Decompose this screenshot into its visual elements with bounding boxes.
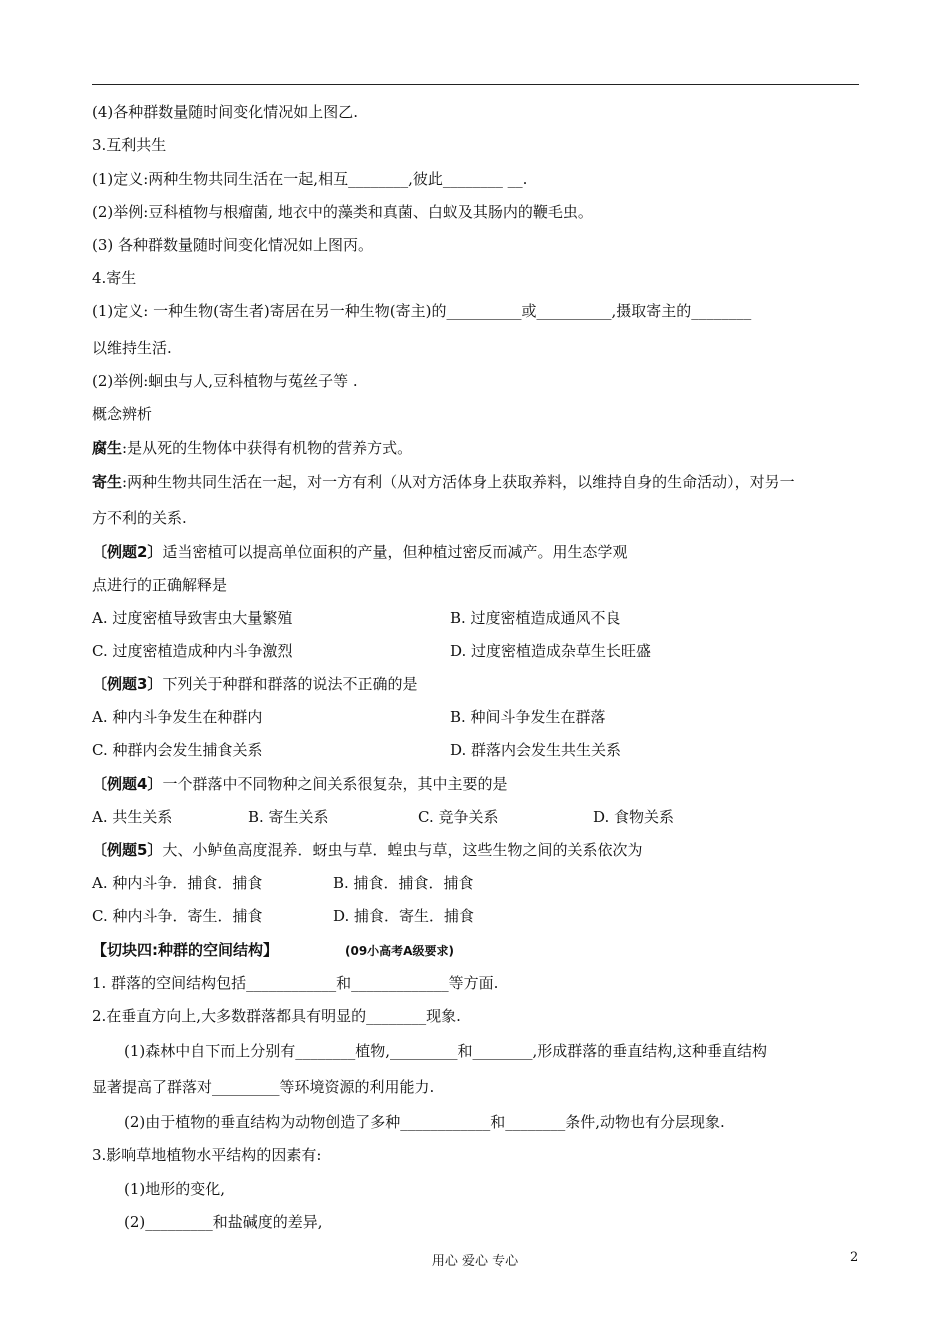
question-text: 大、小鲈鱼高度混养．蚜虫与草．蝗虫与草，这些生物之间的关系依次为 [162,841,643,859]
option: D. 群落内会发生共生关系 [450,741,622,759]
section-heading: 4.寄生 [92,269,137,287]
footer-motto: 用心 爱心 专心 [431,1254,519,1269]
section-heading: 概念辨析 [92,405,153,423]
option: C. 竞争关系 [418,808,499,826]
text-line: (1)定义: 一种生物(寄生者)寄居在另一种生物(寄主)的__________或__________,摄取寄主的________ [92,302,752,320]
text-line: 2.在垂直方向上,大多数群落都具有明显的________现象. [92,1007,461,1025]
definition-line [92,438,412,458]
text-line: 点进行的正确解释是 [92,576,228,594]
section-title: 【切块四:种群的空间结构】 [92,941,278,959]
option: C. 种群内会发生捕食关系 [92,741,263,759]
option: B. 过度密植造成通风不良 [450,609,621,627]
option: B. 寄生关系 [248,808,329,826]
text-line: (3) 各种群数量随时间变化情况如上图丙。 [92,236,374,254]
option: D. 食物关系 [593,808,675,826]
option: A. 共生关系 [92,808,173,826]
section-requirement: (09小高考A级要求) [345,944,454,958]
question-text: 一个群落中不同物种之间关系很复杂，其中主要的是 [162,775,508,793]
option: D. 捕食．寄生．捕食 [333,907,475,925]
example-label: 〔例题3〕 [92,675,163,693]
option: B. 捕食．捕食．捕食 [333,874,474,892]
option: A. 种内斗争．捕食．捕食 [92,874,263,892]
question-text: 下列关于种群和群落的说法不正确的是 [162,675,418,693]
text-line: 方不利的关系. [92,509,187,527]
example-question [92,674,417,694]
text-line: (1)定义:两种生物共同生活在一起,相互________,彼此________ __. [92,170,528,188]
option: B. 种间斗争发生在群落 [450,708,606,726]
definition-text: :两种生物共同生活在一起，对一方有利（从对方活体身上获取养料，以维持自身的生命活动），对另一 [122,473,795,491]
section-heading: 3.互利共生 [92,136,167,154]
question-text: 适当密植可以提高单位面积的产量，但种植过密反而减产。用生态学观 [162,543,628,561]
option: D. 过度密植造成杂草生长旺盛 [450,642,652,660]
header-rule [92,84,859,85]
option: C. 过度密植造成种内斗争激烈 [92,642,293,660]
term-label: 寄生 [92,473,123,491]
example-label: 〔例题5〕 [92,841,163,859]
example-question [92,774,507,794]
text-line: (2)_________和盐碱度的差异, [124,1213,323,1231]
definition-text: :是从死的生物体中获得有机物的营养方式。 [122,439,413,457]
text-line: (4)各种群数量随时间变化情况如上图乙. [92,103,359,121]
text-line: (2)举例:蛔虫与人,豆科植物与菟丝子等 . [92,372,358,390]
term-label: 腐生 [92,439,123,457]
example-question [92,542,627,562]
text-line: (1)地形的变化, [124,1180,226,1198]
text-line: 3.影响草地植物水平结构的因素有: [92,1146,322,1164]
text-line: 以维持生活. [92,339,172,357]
option: A. 过度密植导致害虫大量繁殖 [92,609,293,627]
text-line: (2)举例:豆科植物与根瘤菌, 地衣中的藻类和真菌、白蚁及其肠内的鞭毛虫。 [92,203,593,221]
example-label: 〔例题4〕 [92,775,163,793]
text-line: (1)森林中自下而上分别有________植物,_________和________,形成群落的垂直结构,这种垂直结构 [124,1042,768,1060]
option: C. 种内斗争．寄生．捕食 [92,907,263,925]
text-line: (2)由于植物的垂直结构为动物创造了多种____________和________条件,动物也有分层现象. [124,1113,725,1131]
text-line: 1. 群落的空间结构包括____________和_____________等方面. [92,974,499,992]
example-question [92,840,642,860]
option: A. 种内斗争发生在种群内 [92,708,263,726]
page-number: 2 [850,1250,859,1265]
example-label: 〔例题2〕 [92,543,163,561]
definition-line [92,472,795,492]
text-line: 显著提高了群落对_________等环境资源的利用能力. [92,1078,435,1096]
